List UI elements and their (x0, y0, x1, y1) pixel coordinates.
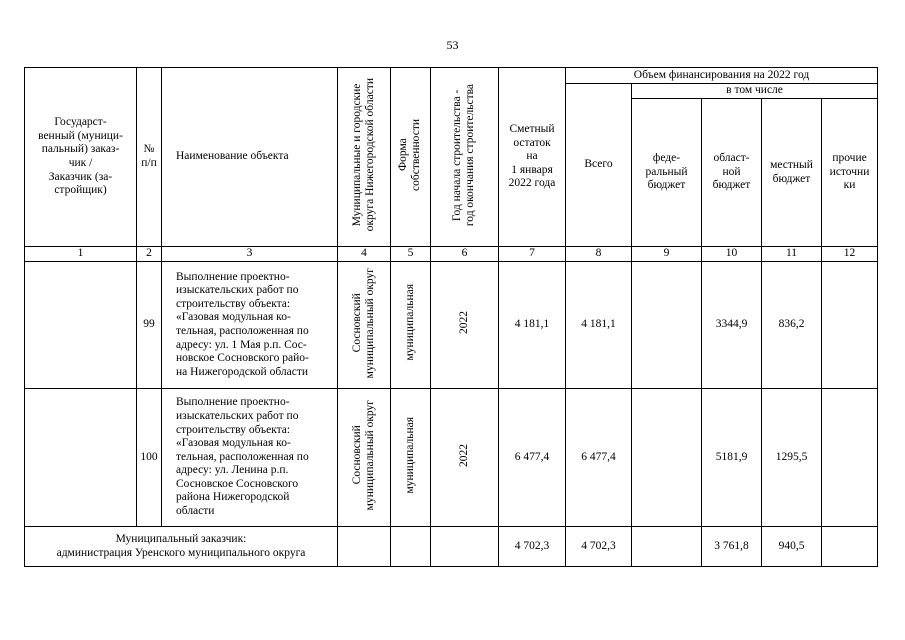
header-remaining: Сметный остаток на 1 января 2022 года (499, 68, 566, 247)
row-regional: 3344,9 (702, 262, 762, 389)
header-local: местный бюджет (762, 99, 822, 247)
row-total: 4 181,1 (566, 262, 632, 389)
row-municipality-text: Сосновский муниципальный округ (350, 267, 376, 378)
column-number: 3 (162, 247, 338, 262)
row-municipality-text: Сосновский муниципальный округ (350, 400, 376, 511)
column-number: 4 (338, 247, 391, 262)
summary-years (431, 527, 499, 567)
header-total: Всего (566, 84, 632, 247)
header-object-name: Наименование объекта (162, 68, 338, 247)
row-years-text: 2022 (457, 443, 470, 467)
row-customer (25, 389, 137, 527)
summary-total: 4 702,3 (566, 527, 632, 567)
column-number: 11 (762, 247, 822, 262)
row-federal (632, 262, 702, 389)
column-number: 9 (632, 247, 702, 262)
header-municipality (338, 68, 391, 247)
column-number: 12 (822, 247, 878, 262)
column-number: 10 (702, 247, 762, 262)
column-numbers-row (25, 247, 878, 262)
header-regional: област- ной бюджет (702, 99, 762, 247)
header-ownership (391, 68, 431, 247)
row-num: 100 (137, 389, 162, 527)
table-row (25, 389, 878, 527)
summary-remaining: 4 702,3 (499, 527, 566, 567)
summary-regional: 3 761,8 (702, 527, 762, 567)
row-ownership (391, 389, 431, 527)
header-years (431, 68, 499, 247)
column-number: 8 (566, 247, 632, 262)
row-ownership-text: муниципальная (403, 284, 416, 361)
row-years-text: 2022 (457, 311, 470, 335)
summary-local: 940,5 (762, 527, 822, 567)
row-years (431, 262, 499, 389)
column-number: 6 (431, 247, 499, 262)
summary-row (25, 527, 878, 567)
header-municipality-text: Муниципальные и городские округа Нижегородской области (350, 78, 376, 232)
table-row (25, 262, 878, 389)
header-other: прочие источни ки (822, 99, 878, 247)
row-remaining: 4 181,1 (499, 262, 566, 389)
row-remaining: 6 477,4 (499, 389, 566, 527)
page-number: 53 (446, 38, 459, 52)
summary-federal (632, 527, 702, 567)
row-federal (632, 389, 702, 527)
column-number: 7 (499, 247, 566, 262)
row-other (822, 262, 878, 389)
row-local: 836,2 (762, 262, 822, 389)
row-years (431, 389, 499, 527)
row-total: 6 477,4 (566, 389, 632, 527)
row-local: 1295,5 (762, 389, 822, 527)
row-object: Выполнение проектно- изыскательских работ по строительству объекта: «Газовая модульная ко- тельная, расположенная по адресу: ул. Ленина р.п. Сосновское Сосновского района Нижегородской области (162, 389, 338, 527)
financing-table (24, 67, 878, 567)
row-other (822, 389, 878, 527)
column-number: 5 (391, 247, 431, 262)
row-municipality (338, 389, 391, 527)
summary-other (822, 527, 878, 567)
summary-municipality (338, 527, 391, 567)
header-num: № п/п (137, 68, 162, 247)
row-object: Выполнение проектно- изыскательских работ по строительству объекта: «Газовая модульная ко- тельная, расположенная по адресу: ул. 1 Мая р.п. Сос- новское Сосновского райо- на Нижегородской области (162, 262, 338, 389)
header-customer: Государст- венный (муници- пальный) заказ- чик / Заказчик (за- стройщик) (25, 68, 137, 247)
summary-ownership (391, 527, 431, 567)
summary-label: Муниципальный заказчик: администрация Уренского муниципального округа (25, 527, 338, 567)
header-including: в том числе (632, 84, 878, 99)
header-federal: феде- ральный бюджет (632, 99, 702, 247)
row-customer (25, 262, 137, 389)
row-ownership-text: муниципальная (403, 416, 416, 494)
row-num: 99 (137, 262, 162, 389)
column-number: 2 (137, 247, 162, 262)
row-ownership (391, 262, 431, 389)
column-number: 1 (25, 247, 137, 262)
row-regional: 5181,9 (702, 389, 762, 527)
header-funding-title: Объем финансирования на 2022 год (566, 68, 878, 84)
header-years-text: Год начала строительства - год окончания строительства (451, 83, 477, 226)
header-ownership-text: Форма собственности (397, 118, 423, 191)
row-municipality (338, 262, 391, 389)
